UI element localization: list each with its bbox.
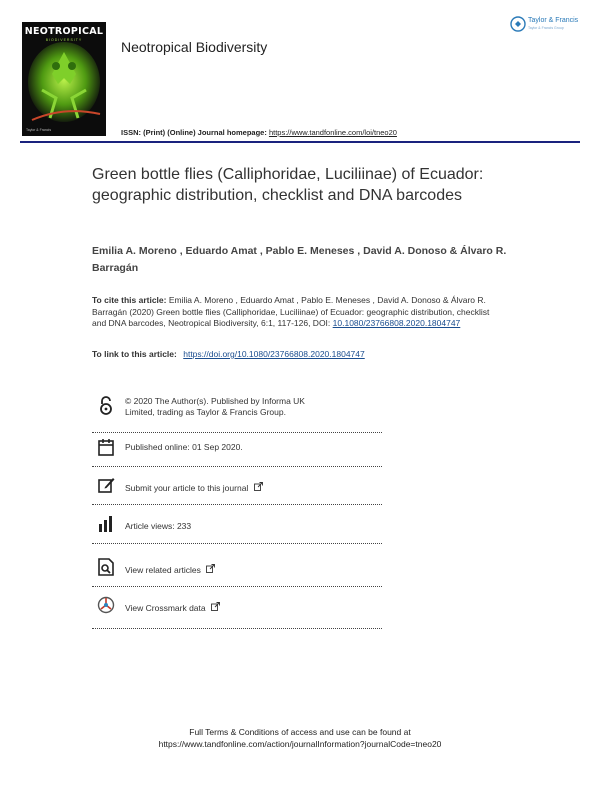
publisher-tagline: Taylor & Francis Group	[528, 26, 564, 30]
view-related-articles-link[interactable]: View related articles	[125, 565, 201, 575]
divider	[92, 628, 382, 629]
crossmark-link[interactable]: View Crossmark data	[125, 603, 206, 613]
cover-footer: Taylor & Francis	[26, 128, 52, 132]
cover-brand: NEOTROPICAL	[24, 26, 104, 37]
calendar-icon	[97, 437, 115, 457]
publisher-logo-icon	[510, 16, 526, 32]
crossmark-icon	[97, 595, 115, 615]
citation-doi-link[interactable]: 10.1080/23766808.2020.1804747	[332, 318, 461, 328]
divider	[92, 543, 382, 544]
journal-homepage-link[interactable]: https://www.tandfonline.com/loi/tneo20	[268, 128, 397, 137]
page-footer	[0, 726, 600, 750]
divider	[92, 586, 382, 587]
citation-label: To cite this article:	[92, 295, 167, 305]
publisher-name: Taylor & Francis	[528, 17, 579, 24]
journal-title[interactable]: Neotropical Biodiversity	[121, 39, 268, 55]
footer-terms-text: Full Terms & Conditions of access and use can be found at	[189, 727, 411, 737]
article-title: Green bottle flies (Calliphoridae, Luciliinae) of Ecuador: geographic distribution, checklist and DNA barcodes	[92, 166, 484, 204]
issn-line	[121, 128, 397, 137]
header-divider	[20, 141, 580, 143]
divider	[92, 432, 382, 433]
link-label: To link to this article:	[92, 349, 177, 359]
document-search-icon	[97, 557, 115, 577]
footer-terms-link[interactable]: https://www.tandfonline.com/action/journalInformation?journalCode=tneo20	[158, 739, 442, 749]
divider	[92, 504, 382, 505]
citation-block	[92, 295, 502, 330]
bar-chart-icon	[97, 514, 115, 534]
divider	[92, 466, 382, 467]
external-link-icon	[206, 564, 215, 573]
published-date: Published online: 01 Sep 2020.	[125, 442, 243, 452]
journal-cover-image	[22, 22, 106, 136]
article-doi-link[interactable]: https://doi.org/10.1080/23766808.2020.1804747	[183, 349, 365, 359]
edit-icon	[97, 475, 115, 495]
publisher-logo[interactable]	[510, 16, 585, 36]
article-views: Article views: 233	[125, 521, 192, 531]
submit-article-link[interactable]: Submit your article to this journal	[125, 483, 249, 493]
cover-subtitle: BIODIVERSITY	[45, 38, 83, 42]
issn-label: ISSN: (Print) (Online) Journal homepage:	[121, 128, 267, 137]
external-link-icon	[254, 482, 263, 491]
author-list: Emilia A. Moreno , Eduardo Amat , Pablo E. Meneses , David A. Donoso & Álvaro R. Barragán	[92, 245, 507, 274]
article-link-line	[92, 349, 365, 359]
license-text: © 2020 The Author(s). Published by Informa UK Limited, trading as Taylor & Francis Group.	[125, 396, 305, 417]
open-access-lock-icon	[97, 396, 115, 416]
citation-text: Emilia A. Moreno , Eduardo Amat , Pablo E. Meneses , David A. Donoso & Álvaro R. Barragán (2020) Green bottle flies (Calliphoridae, Luciliinae) of Ecuador: geographic distribution, checklist and DNA barcodes, Neotropical Biodiversity, 6:1, 117-126, DOI:	[92, 295, 490, 328]
external-link-icon	[211, 602, 220, 611]
